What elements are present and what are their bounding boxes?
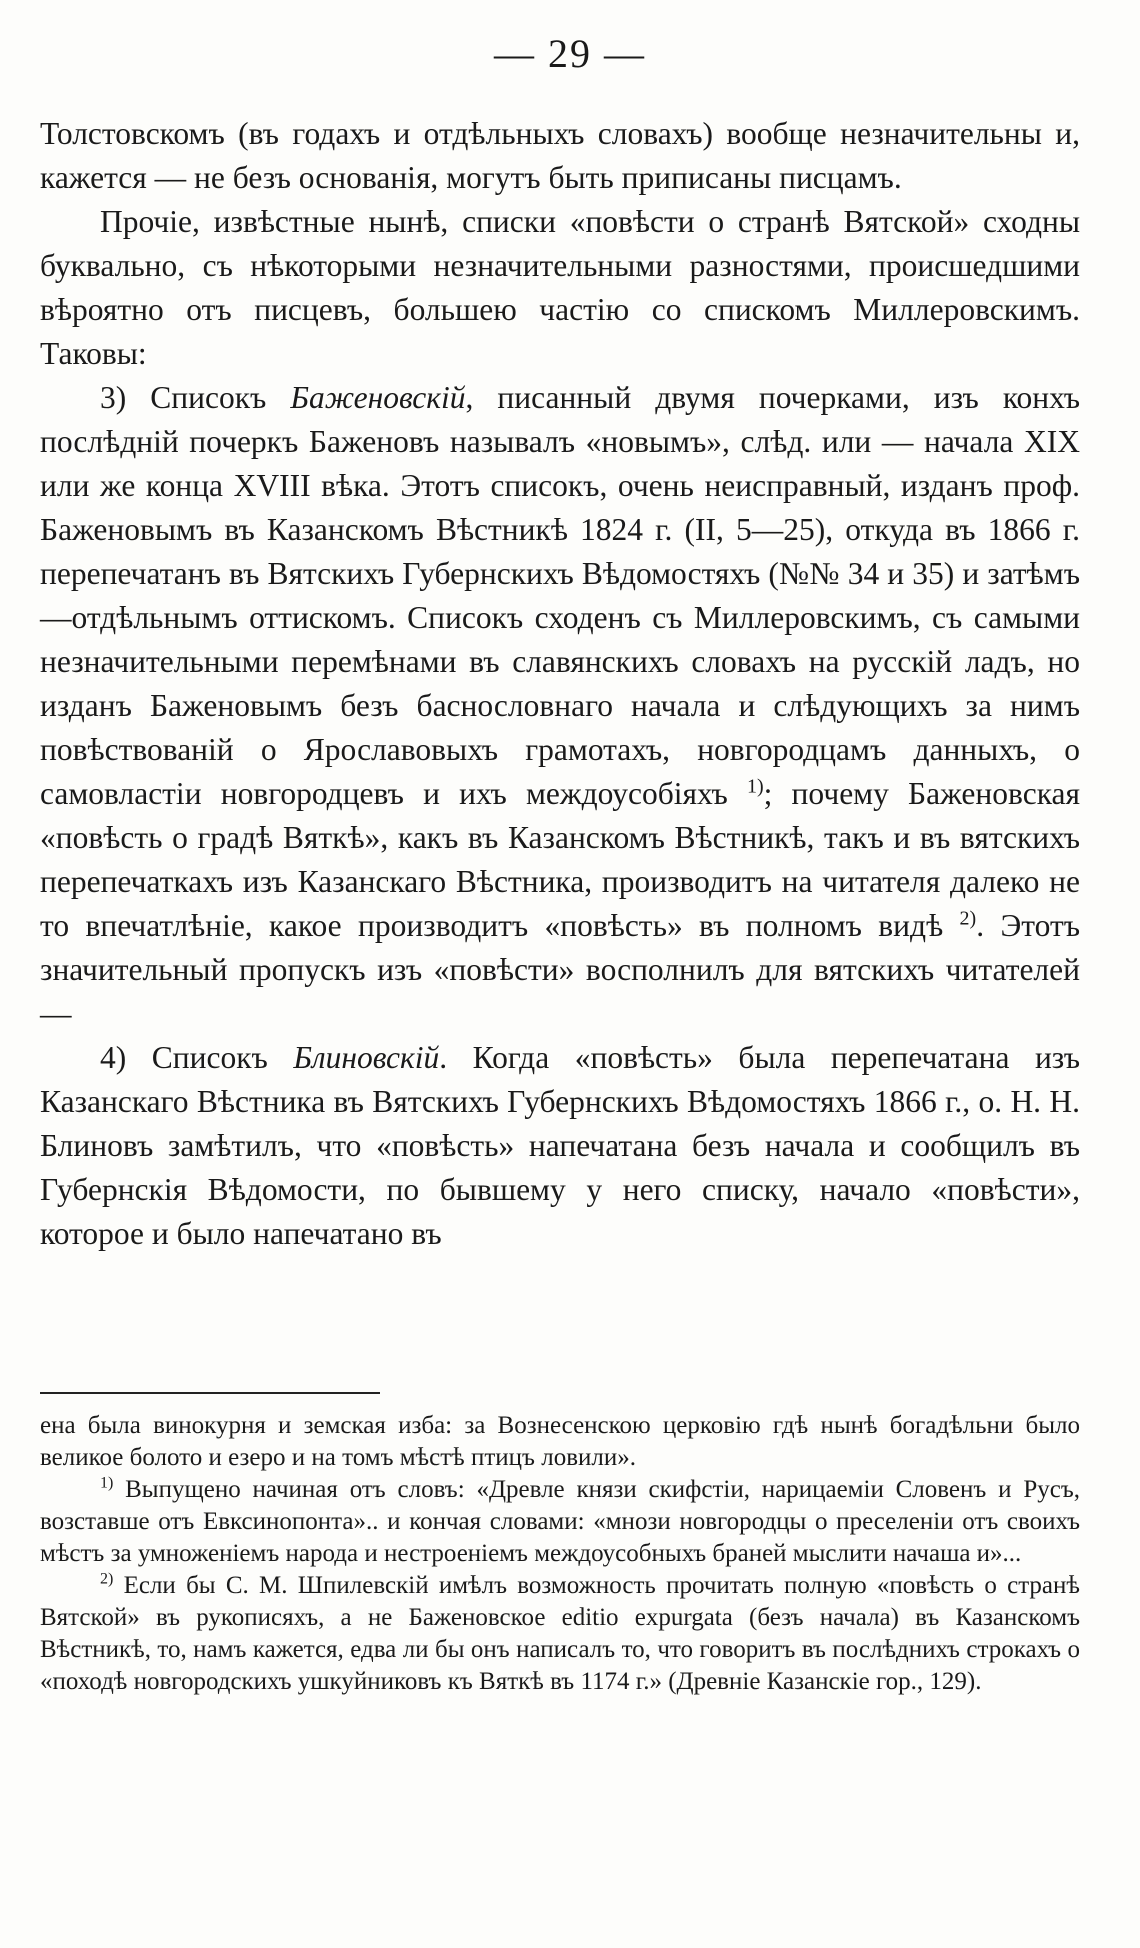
- footnote-2-mark: 2): [100, 1570, 114, 1588]
- paragraph-3: [40, 376, 1080, 1036]
- main-text: [40, 112, 1080, 1256]
- paragraph-2: Прочіе, извѣстные нынѣ, списки «повѣсти о странѣ Вятской» сходны буквально, съ нѣкоторыми незначительными разностями, происшедшими вѣроятно отъ писцевъ, большею частію со спискомъ Миллеровскимъ. Таковы:: [40, 204, 1080, 371]
- footnote-2-text: Если бы С. М. Шпилевскій имѣлъ возможность прочитать полную «повѣсть о странѣ Вятской» въ рукописяхъ, а не Баженовское editio expurgata (безъ начала) въ Казанскомъ Вѣстникѣ, то, намъ кажется, едва ли бы онъ написалъ то, что говоритъ въ послѣднихъ строкахъ о «походѣ новгородскихъ ушкуйниковъ къ Вяткѣ въ 1174 г.» (Древніе Казанскіе гор., 129).: [40, 1572, 1080, 1695]
- paragraph-3-text-a: , писанный двумя почерками, изъ конхъ послѣдній почеркъ Баженовъ называлъ «новымъ», слѣд. или — начала XIX или же конца XVIII вѣка. Этотъ списокъ, очень неисправный, изданъ проф. Баженовымъ въ Казанскомъ Вѣстникѣ 1824 г. (II, 5—25), откуда въ 1866 г. перепечатанъ въ Вятскихъ Губернскихъ Вѣдомостяхъ (№№ 34 и 35) и затѣмъ—отдѣльнымъ оттискомъ. Списокъ сходенъ съ Миллеровскимъ, съ самыми незначительными перемѣнами въ славянскихъ словахъ на русскій ладъ, но изданъ Баженовымъ безъ баснословнаго начала и слѣдующихъ за нимъ повѣствованій о Ярославовыхъ грамотахъ, новгородцамъ данныхъ, о самовластіи новгородцевъ и ихъ междоусобіяхъ: [40, 380, 1080, 811]
- paragraph-1: Толстовскомъ (въ годахъ и отдѣльныхъ словахъ) вообще незначительны и, кажется — не безъ основанія, могутъ быть приписаны писцамъ.: [40, 116, 1080, 195]
- list-number-3: 3) Списокъ: [100, 380, 291, 415]
- footnote-ref-2[interactable]: 2): [959, 907, 977, 930]
- manuscript-name-bazhenov: Баженовскій: [290, 380, 466, 415]
- manuscript-name-blinov: Блиновскій: [293, 1040, 440, 1075]
- paragraph-4-text: . Когда «повѣсть» была перепечатана изъ Казанскаго Вѣстника въ Вятскихъ Губернскихъ Вѣдомостяхъ 1866 г., о. Н. Н. Блиновъ замѣтилъ, что «повѣсть» напечатана безъ начала и сообщилъ въ Губернскія Вѣдомости, по бывшему у него списку, начало «повѣсти», которое и было напечатано въ: [40, 1040, 1080, 1251]
- page-number: — 29 —: [494, 31, 646, 76]
- footnote-divider: [40, 1392, 380, 1394]
- paragraph-3-text-c: . Этотъ значительный пропускъ изъ «повѣсти» восполнилъ для вятскихъ читателей—: [40, 908, 1080, 1031]
- footnote-1: [40, 1474, 1080, 1570]
- footnote-continuation: ена была винокурня и земская изба: за Вознесенскою церковію гдѣ нынѣ богадѣльни было великое болото и езеро и на томъ мѣстѣ птицъ ловили».: [40, 1412, 1080, 1471]
- footnote-ref-1[interactable]: 1): [746, 775, 764, 798]
- footnote-1-mark: 1): [100, 1474, 114, 1492]
- paragraph-4: [40, 1036, 1080, 1256]
- footnotes: [40, 1410, 1080, 1698]
- list-number-4: 4) Списокъ: [100, 1040, 294, 1075]
- footnote-2: [40, 1570, 1080, 1698]
- footnote-1-text: Выпущено начиная отъ словъ: «Древле князи скифстіи, нарицаеміи Словенъ и Русъ, возставше отъ Евксинопонта».. и кончая словами: «мнози новгородцы о преселеніи отъ своихъ мѣстъ за умноженіемъ народа и нестроеніемъ междоусобныхъ браней мыслити начаша и»...: [40, 1476, 1080, 1567]
- paragraph-3-text-b: ; почему Баженовская «повѣсть о градѣ Вяткѣ», какъ въ Казанскомъ Вѣстникѣ, такъ и въ вятскихъ перепечаткахъ изъ Казанскаго Вѣстника, производитъ на читателя далеко не то впечатлѣніе, какое производитъ «повѣсть» въ полномъ видѣ: [40, 776, 1080, 943]
